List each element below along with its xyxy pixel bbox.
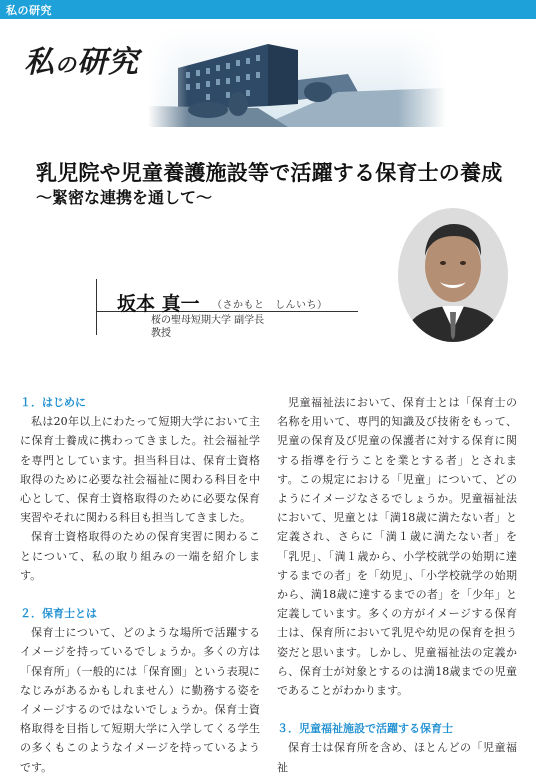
column-title-part-1: 私 <box>24 45 55 80</box>
section-1-paragraph-2: 保育士資格取得のための保育実習に関わることについて、私の取り組みの一端を紹介します。 <box>20 530 260 582</box>
column-title <box>24 37 139 81</box>
author-affiliation-line-2: 教授 <box>151 328 171 339</box>
campus-building-photo <box>148 28 446 127</box>
section-2-paragraph-2: 児童福祉法において、保育士とは「保育士の名称を用いて、専門的知識及び技術をもって、児童の保育及び児童の保護者に対する保育に関する指導を行うことを業とする者」とされます。この規定における「児童」について、どのようにイメージなさるでしょうか。児童福祉法において、児童とは「満18歳に満たない者」と定義され、さらに「満１歳に満たない者」を「乳児」、「満１歳から、小学校就学の始期に達するまでの者」を「幼児」、「小学校就学の始期から、満18歳に達するまでの者」を「少年」と定義しています。多くの方がイメージする保育士は、保育所において乳児や幼児の保育を担う姿だと思います。しかし、児童福祉法の定義から、保育士が対象とするのは満18歳までの児童であることがわかります。 <box>277 396 517 698</box>
author-affiliation <box>151 314 264 340</box>
section-3-paragraph-1: 保育士は保育所を含め、ほとんどの「児童福祉 <box>277 741 517 774</box>
article-title: 乳児院や児童養護施設等で活躍する保育士の養成 <box>36 160 503 185</box>
author-name-reading: （さかもと しんいち） <box>212 300 328 311</box>
spacer <box>277 700 517 719</box>
column-title-part-3: 研究 <box>77 45 139 80</box>
section-heading-2: ２．保育士とは <box>20 607 97 621</box>
article-subtitle: 〜緊密な連携を通して〜 <box>36 188 213 207</box>
section-heading-3: ３．児童福祉施設で活躍する保育士 <box>277 722 453 736</box>
section-heading-1: １．はじめに <box>20 396 86 409</box>
body-column-right <box>277 393 517 777</box>
section-header-bar <box>0 0 536 19</box>
author-name: 坂本 真一 <box>117 293 200 315</box>
section-1-paragraph-1: 私は20年以上にわたって短期大学において主に保育士養成に携わってきました。社会福祉学を専門としています。担当科目は、保育士資格取得のために必要な社会福祉に関わる科目を中心として、保育士資格取得のために必要な保育実習やそれに関わる科目も担当してきました。 <box>20 415 260 525</box>
author-portrait <box>398 208 508 342</box>
author-rule-vertical <box>96 279 97 335</box>
body-column-left <box>20 393 260 777</box>
spacer <box>20 585 260 604</box>
author-affiliation-line-1: 桜の聖母短期大学 副学長 <box>151 315 265 326</box>
column-title-part-2: の <box>55 52 77 77</box>
section-2-paragraph-1: 保育士について、どのような場所で活躍するイメージを持っているでしょうか。多くの方は「保育所」（一般的には「保育園」という表現になじみがあるかもしれません）に勤務する姿をイメージするのではないでしょうか。保育士資格取得を目指して短期大学に入学してくる学生の多くもこのようなイメージを持っているようです。 <box>20 626 260 774</box>
section-header-label: 私の研究 <box>6 4 52 17</box>
